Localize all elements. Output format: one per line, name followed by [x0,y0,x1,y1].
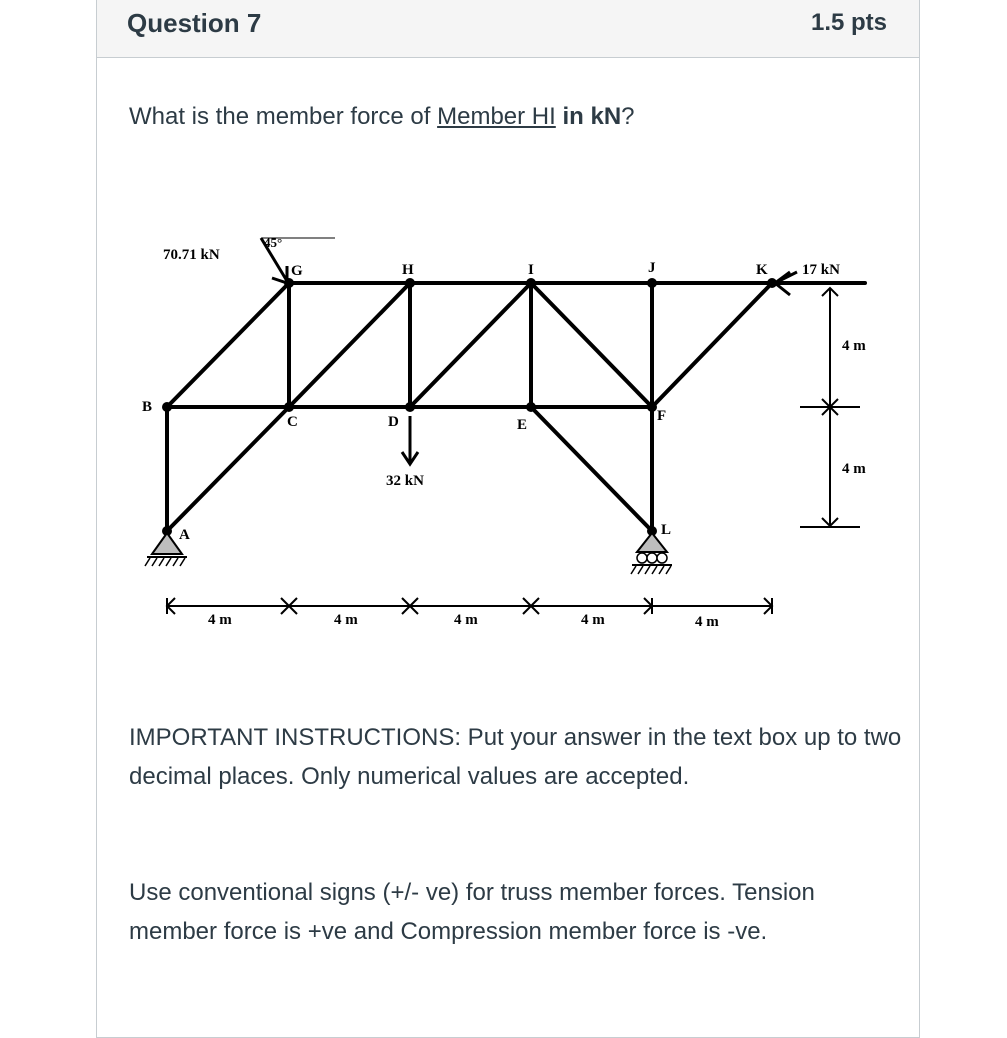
joint-d [405,402,415,412]
joint-c [284,402,294,412]
load-label-g: 70.71 kN [163,247,220,263]
node-label-d: D [388,414,399,430]
question-points: 1.5 pts [810,9,887,36]
prompt-end: ? [621,103,635,130]
truss-members [167,283,865,531]
height-dimension [800,288,860,527]
span-label-5: 4 m [695,614,719,630]
node-label-g: G [291,263,303,279]
joint-i [526,278,536,288]
node-label-i: I [528,262,534,278]
span-label-2: 4 m [334,612,358,628]
height-label-upper: 4 m [842,338,866,354]
prompt-start: What is the member force of [129,103,438,130]
question-header [97,0,919,58]
span-label-1: 4 m [208,612,232,628]
load-label-d: 32 kN [386,473,424,489]
load-label-k: 17 kN [802,262,840,278]
member-bg [167,283,289,407]
member-if [531,283,652,407]
joint-b [162,402,172,412]
node-label-b: B [142,399,153,415]
member-el [531,407,652,531]
node-label-j: J [648,260,656,276]
span-label-4: 4 m [581,612,605,628]
question-prompt [129,103,635,131]
node-label-k: K [756,262,768,278]
question-title: Question 7 [127,8,262,38]
roller-support-l [631,533,672,574]
node-label-l: L [661,522,672,538]
joint-j [647,278,657,288]
joint-h [405,278,415,288]
member-fk [652,283,772,407]
height-label-lower: 4 m [842,461,866,477]
prompt-unit: in kN [562,103,622,130]
sign-convention-instructions: Use conventional signs (+/- ve) for truss member forces. Tension member force is +ve and Compression member force is -ve. [129,879,815,945]
member-ac [167,407,289,531]
node-label-h: H [402,262,414,278]
node-label-a: A [179,527,190,543]
important-instructions: IMPORTANT INSTRUCTIONS: Put your answer in the text box up to two decimal places. Only numerical values are accepted. [129,724,902,790]
member-di [410,283,531,407]
prompt-member: Member HI [437,103,556,130]
load-angle-label: 45° [264,235,283,250]
joint-e [526,402,536,412]
joint-f [647,402,657,412]
node-label-f: F [657,408,667,424]
member-ch [289,283,410,407]
truss-diagram [130,226,890,646]
node-label-c: C [287,414,298,430]
load-arrow-d [402,416,418,464]
node-label-e: E [517,417,528,433]
span-label-3: 4 m [454,612,478,628]
